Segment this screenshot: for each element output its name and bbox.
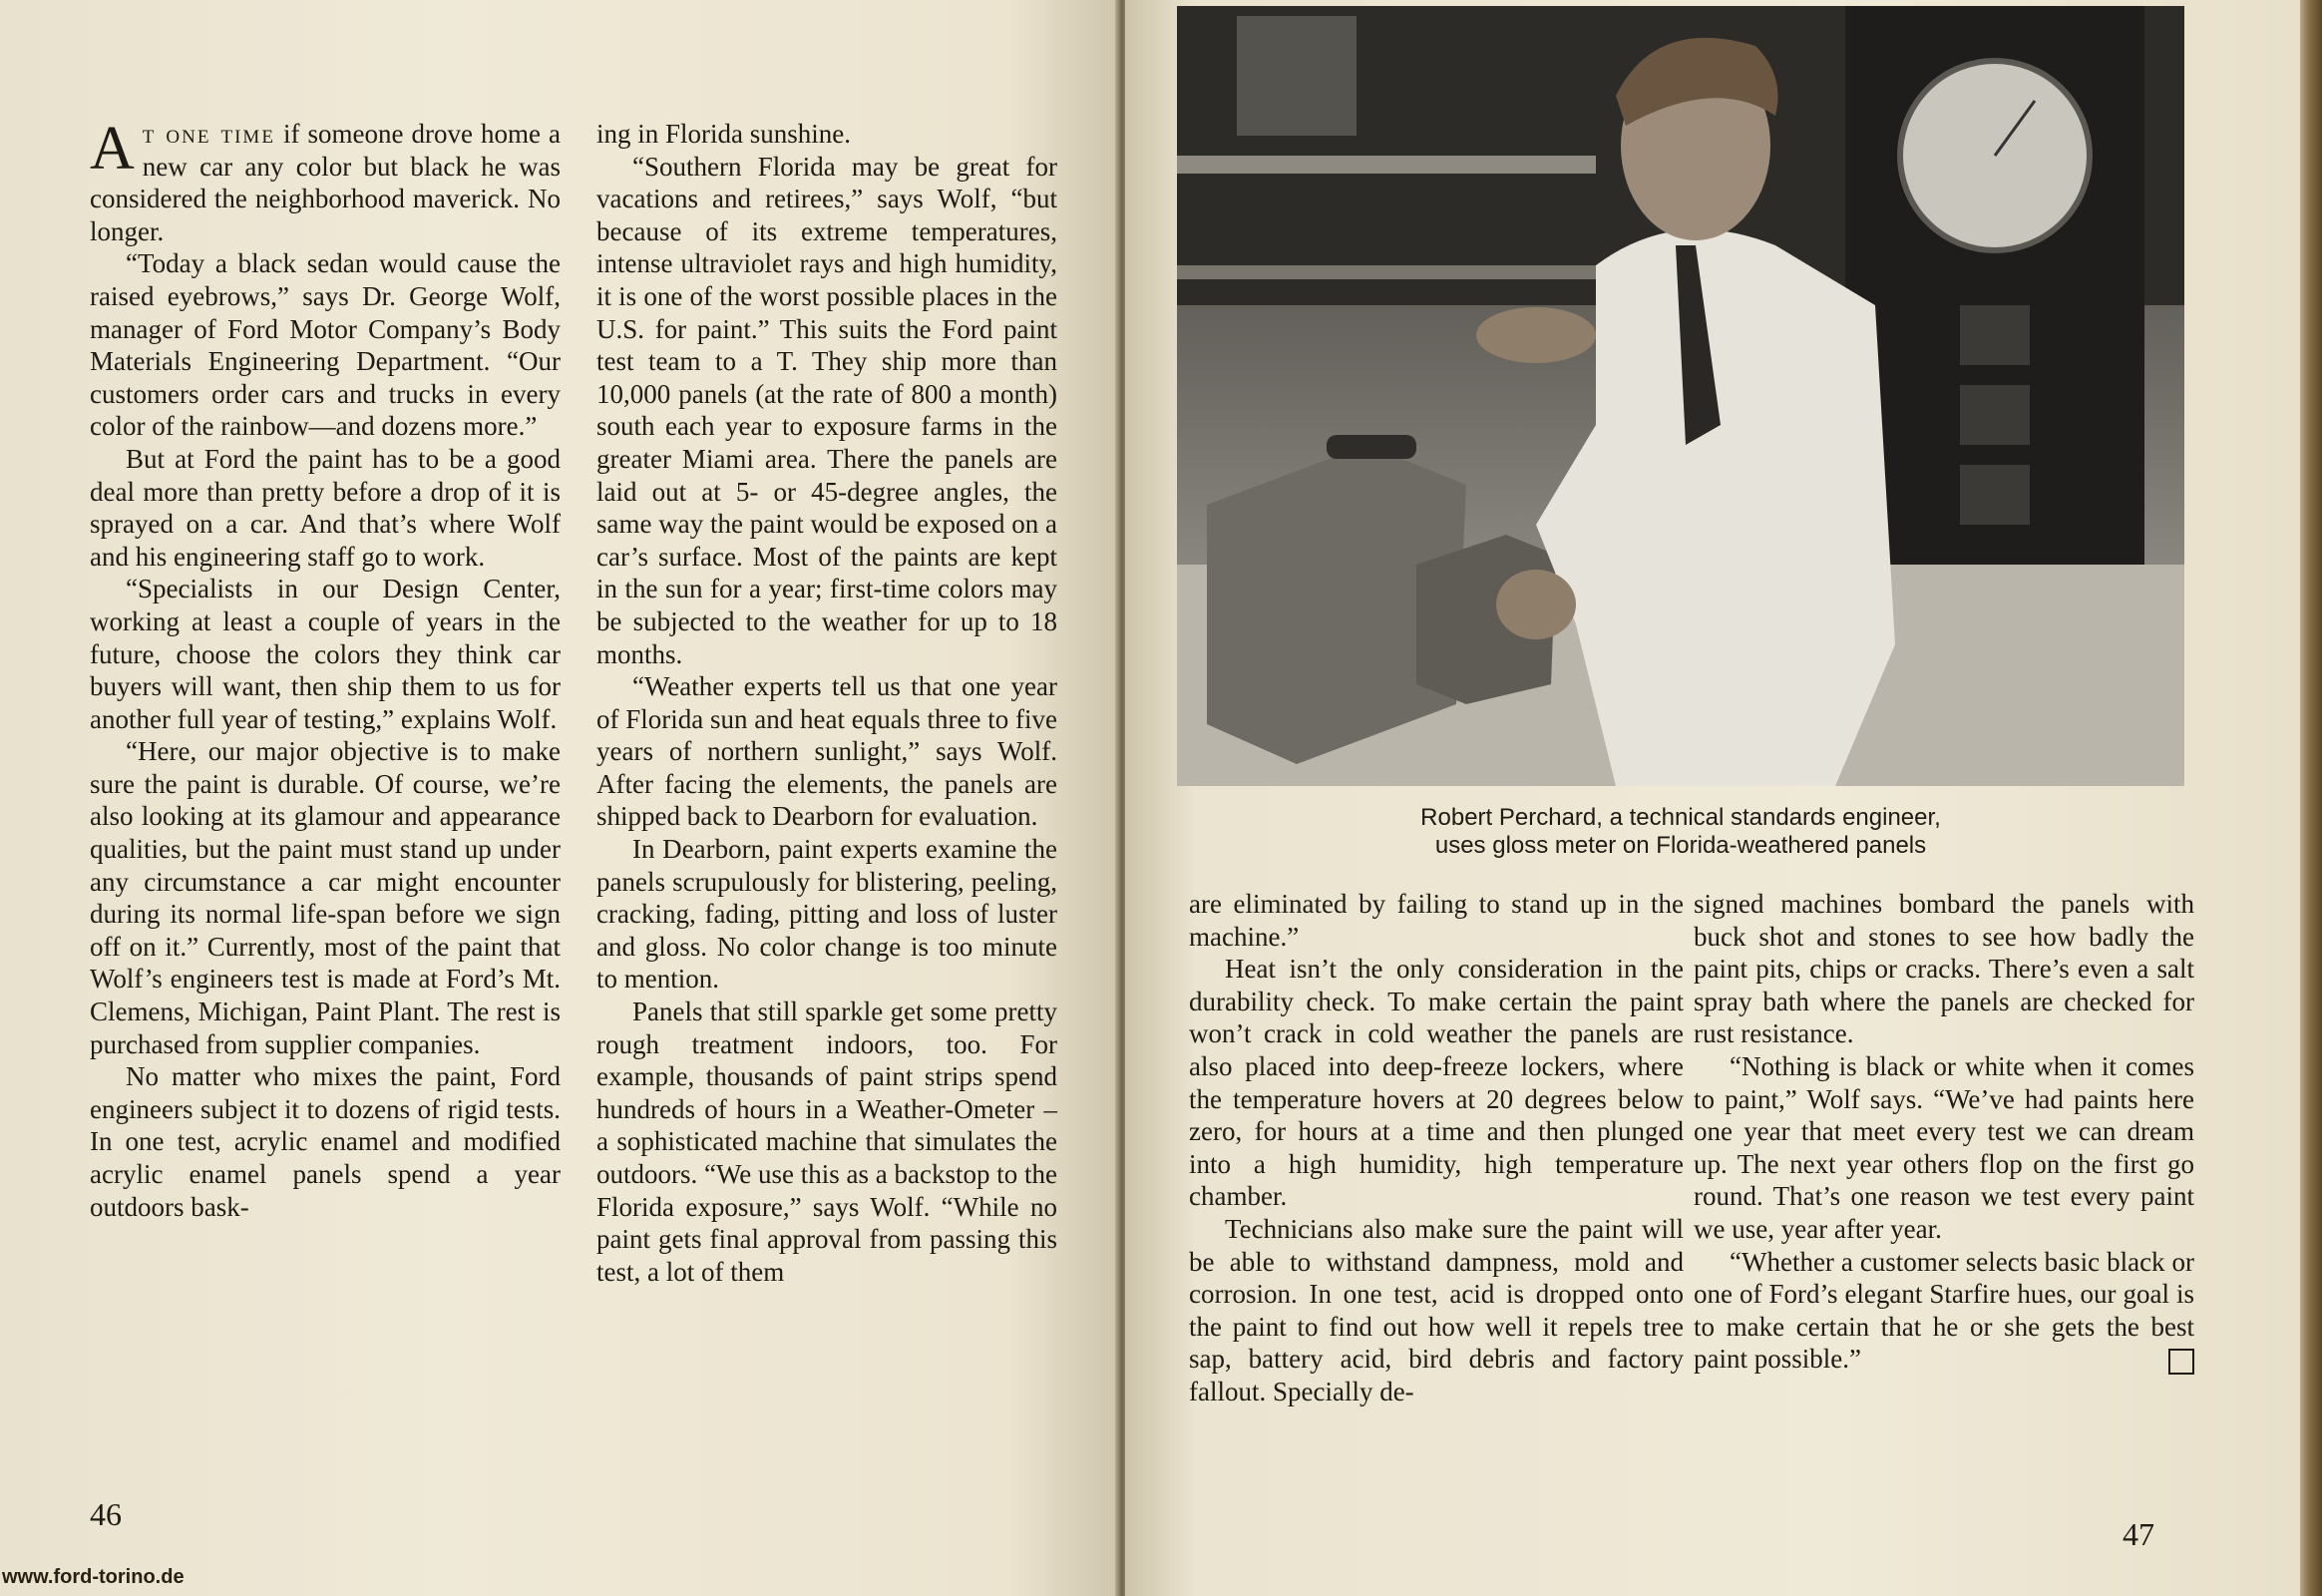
paragraph: But at Ford the paint has to be a good deal more than pretty before a drop of it is sprayed on a car. And that’s where Wolf and his engineering staff go to work. — [90, 443, 561, 572]
article-column-2 — [596, 118, 1057, 1288]
paragraph: “Southern Florida may be great for vacations and retirees,” says Wolf, “but because of its extreme temperatures, intense ultraviolet rays and high humidity, it is one of the worst possible places in the U.S. for paint.” This suits the Ford paint test team to a T. They ship more than 10,000 panels (at the rate of 800 a month) south each year to exposure farms in the greater Miami area. There the panels are laid out at 5- or 45-degree angles, the same way the paint would be exposed on a car’s surface. Most of the paints are kept in the sun for a year; first-time colors may be subjected to the weather for up to 18 months. — [596, 151, 1057, 669]
photo-illustration — [1177, 6, 2184, 786]
article-column-3 — [1189, 888, 1684, 1408]
paragraph: No matter who mixes the paint, Ford engineers subject it to dozens of rigid tests. In one test, acrylic enamel and modified acrylic enamel panels spend a year outdoors bask- — [90, 1061, 561, 1222]
paragraph: “Here, our major objective is to make sure the paint is durable. Of course, we’re also looking at its glamour and appearance qualities, but the paint must stand up under any circumstance a car might encounter during its normal life-span before we sign off on it.” Currently, most of the paint that Wolf’s engineers test is made at Ford’s Mt. Clemens, Michigan, Paint Plant. The rest is purchased from supplier companies. — [90, 736, 561, 1059]
drop-cap: A — [90, 115, 135, 183]
paragraph: Heat isn’t the only consideration in the durability check. To make certain the paint won’t crack in cold weather the panels are also placed into deep-freeze lockers, where the temperature hovers at 20 degrees below zero, for hours at a time and then plunged into a high humidity, high temperature chamber. — [1189, 954, 1684, 1212]
paragraph — [90, 115, 561, 247]
paragraph-text: if someone drove home a new car any color but black he was considered the neighborhood maverick. No longer. — [90, 119, 561, 246]
article-column-4 — [1694, 888, 2194, 1376]
paragraph: Technicians also make sure the paint will be able to withstand dampness, mold and corrosion. In one test, acid is dropped onto the paint to find out how well it repels tree sap, battery acid, bird debris and factory fallout. Specially de- — [1189, 1213, 1684, 1406]
left-page — [0, 0, 1119, 1596]
paragraph: “Specialists in our Design Center, working at least a couple of years in the future, choose the colors they think car buyers will want, then ship them to us for another full year of testing,” explains Wolf. — [90, 574, 561, 734]
paragraph: are eliminated by failing to stand up in the machine.” — [1189, 889, 1684, 952]
paragraph: ing in Florida sunshine. — [596, 119, 851, 149]
paragraph-text: “Whether a customer selects basic black or one of Ford’s elegant Starfire hues, our goal is to make certain that he or she gets the best paint possible.” — [1694, 1246, 2194, 1375]
paragraph: “Nothing is black or white when it comes to paint,” Wolf says. “We’ve had paints here one year that meet every test we can dream up. The next year others flop on the first go round. That’s one reason we test every paint we use, year after year. — [1694, 1050, 2194, 1244]
photo-caption: Robert Perchard, a technical standards engineer, — [1420, 804, 1941, 831]
article-column-1 — [90, 115, 561, 1223]
lead-in: t one time — [142, 119, 275, 149]
page-number: 46 — [90, 1496, 122, 1532]
page-number: 47 — [2123, 1516, 2154, 1552]
photo — [1177, 6, 2184, 786]
photo-caption: uses gloss meter on Florida-weathered panels — [1434, 832, 1927, 859]
right-page — [1125, 0, 2304, 1596]
paragraph: “Weather experts tell us that one year of Florida sun and heat equals three to five years of northern sunlight,” says Wolf. After facing the elements, the panels are shipped back to Dearborn for evaluation. — [596, 671, 1057, 832]
paragraph: “Today a black sedan would cause the raised eyebrows,” says Dr. George Wolf, manager of Ford Motor Company’s Body Materials Engineering Department. “Our customers order cars and trucks in every color of the rainbow—and dozens more.” — [90, 248, 561, 442]
book-edge — [2300, 0, 2322, 1596]
paragraph: Panels that still sparkle get some pretty rough treatment indoors, too. For example, thousands of paint strips spend hundreds of hours in a Weather-Ometer – a sophisticated machine that simulates the outdoors. “We use this as a backstop to the Florida exposure,” says Wolf. “While no paint gets final approval from passing this test, a lot of them — [596, 997, 1057, 1287]
end-mark-icon — [2168, 1349, 2194, 1375]
paragraph — [1694, 1246, 2194, 1376]
watermark: www.ford-torino.de — [2, 1566, 185, 1588]
paragraph: signed machines bombard the panels with buck shot and stones to see how badly the paint pits, chips or cracks. There’s even a salt spray bath where the panels are checked for rust resistance. — [1694, 889, 2194, 1049]
paragraph: In Dearborn, paint experts examine the panels scrupulously for blistering, peeling, cracking, fading, pitting and loss of luster and gloss. No color change is too minute to mention. — [596, 834, 1057, 995]
